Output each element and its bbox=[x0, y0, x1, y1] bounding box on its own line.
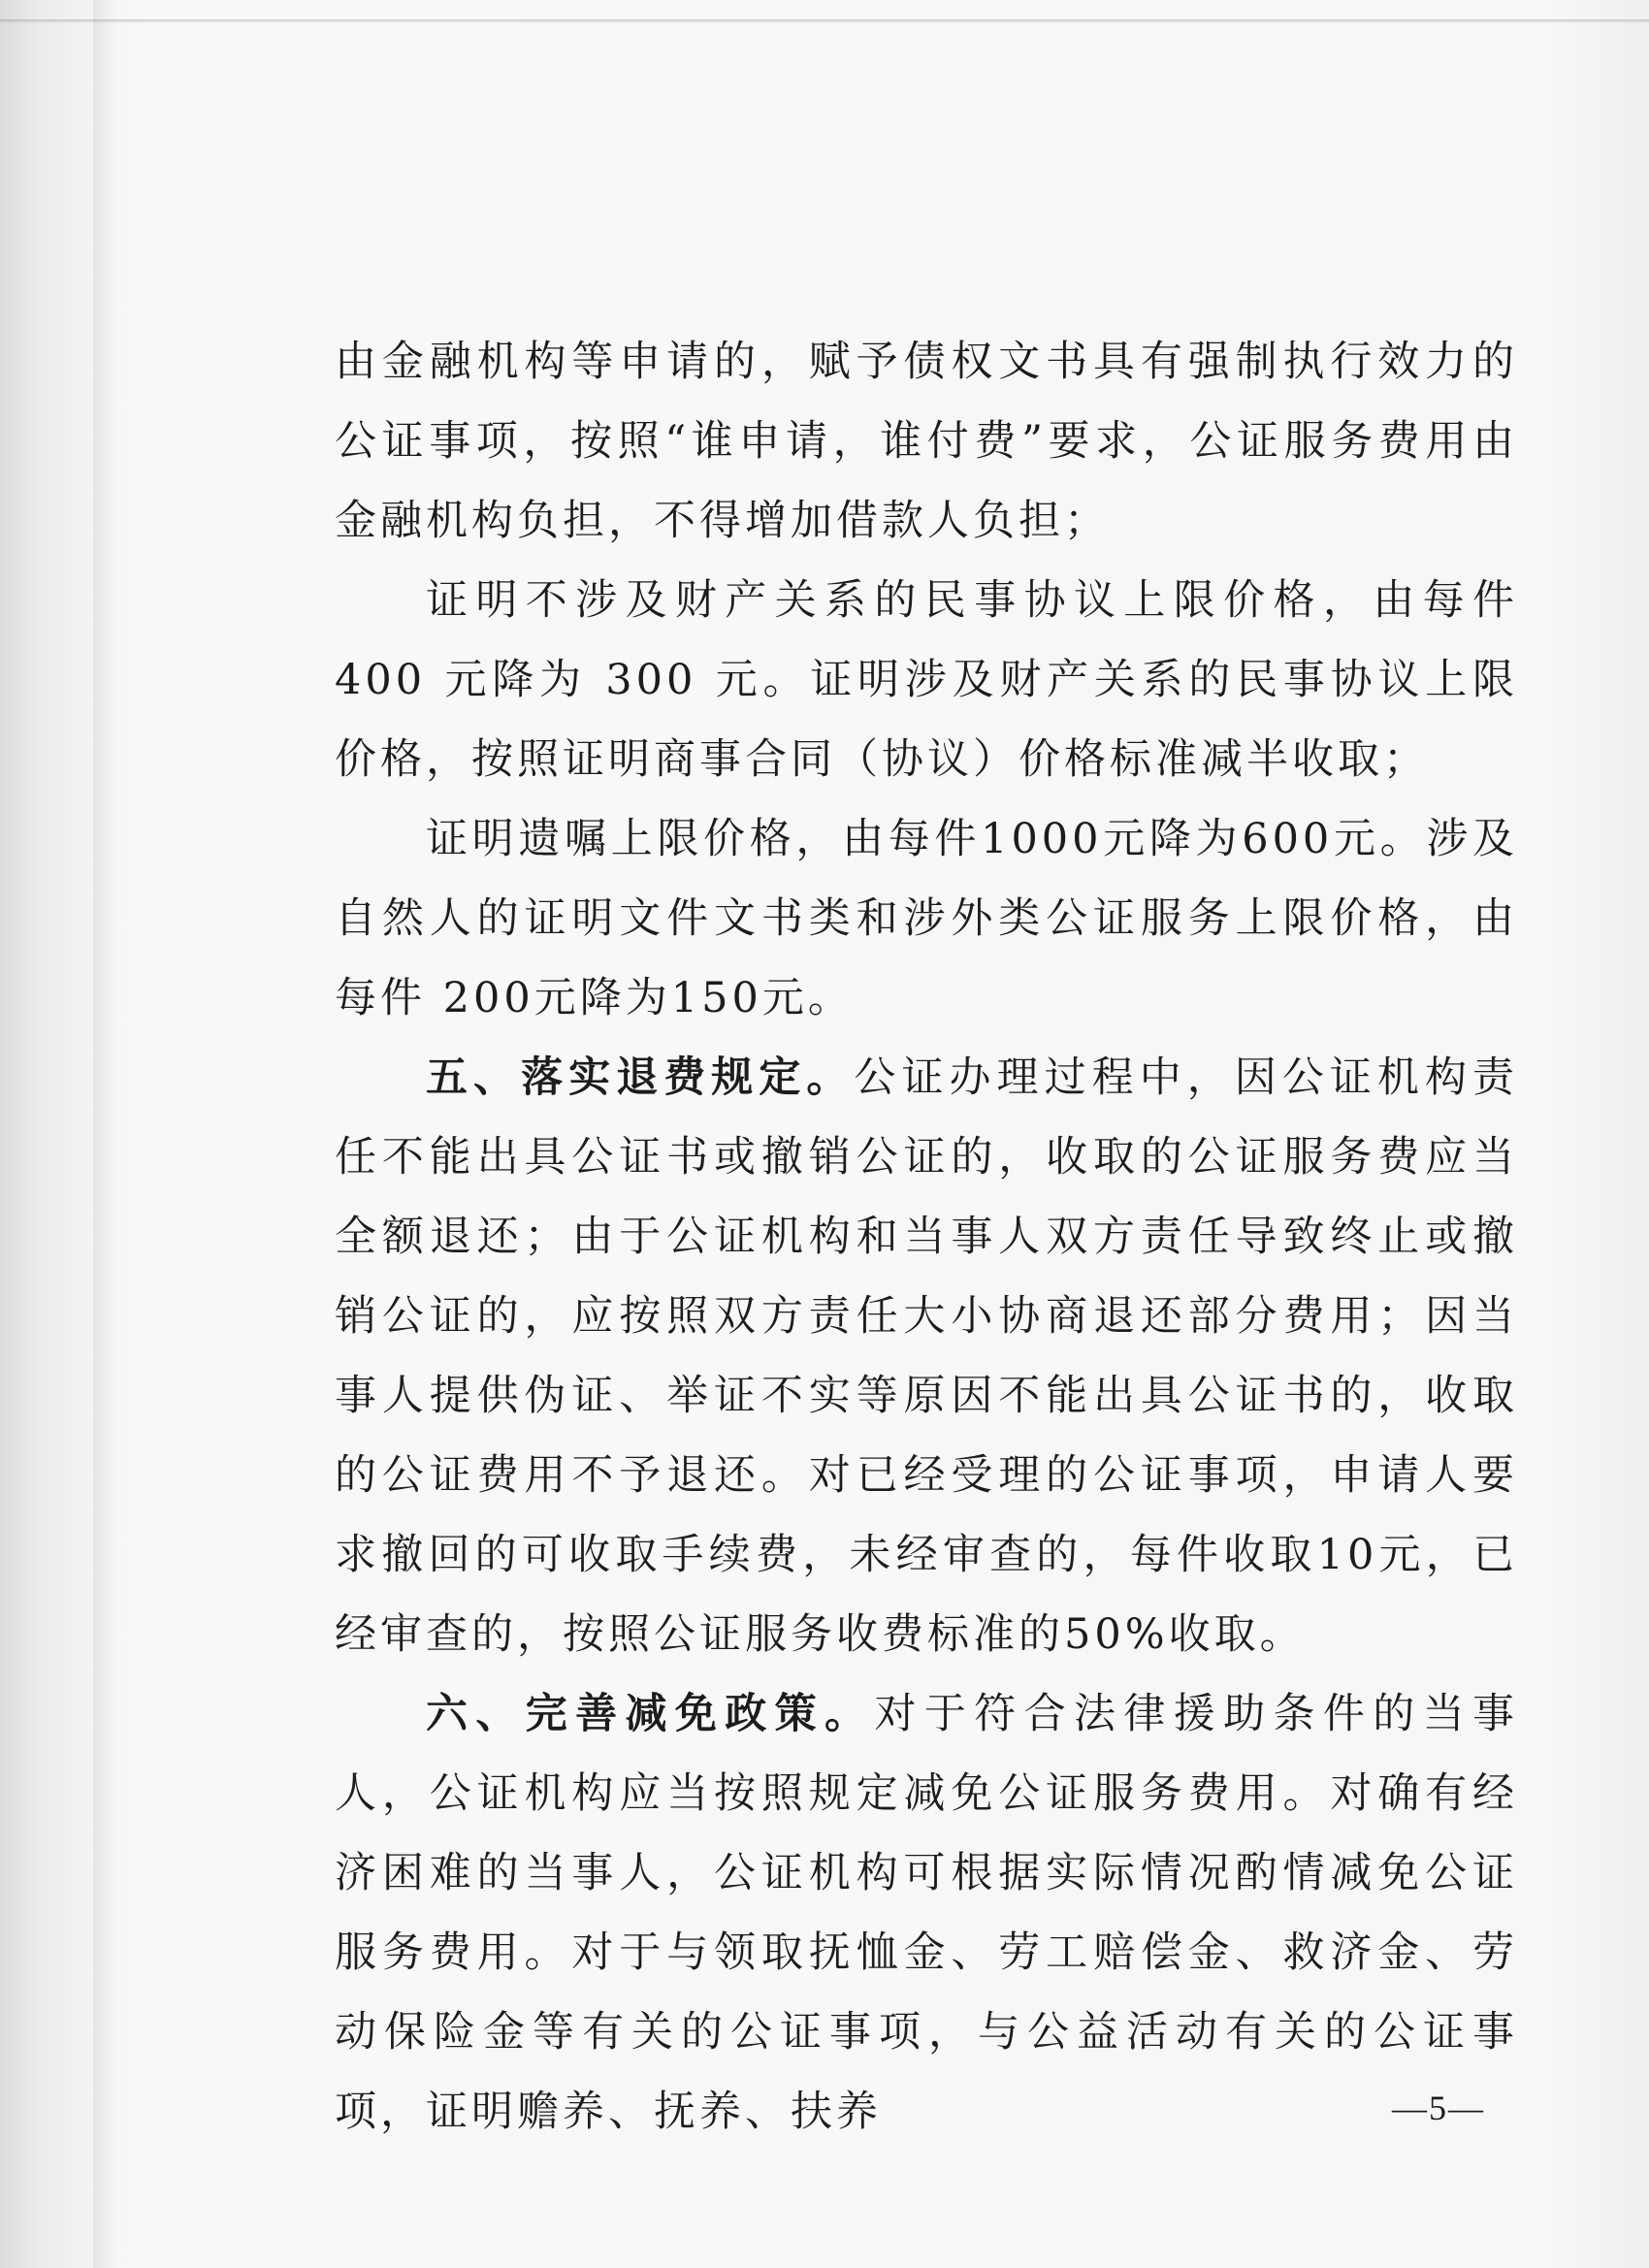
paragraph-text: 对于符合法律援助条件的当事人，公证机构应当按照规定减免公证服务费用。对确有经济困难的当事人，公证机构可根据实际情况酌情减免公证服务费用。对于与领取抚恤金、劳工赔偿金、救济金、劳动保险金等有关的公证事项，与公益活动有关的公证事项，证明赡养、抚养、扶养 bbox=[335, 1690, 1519, 2136]
section-heading: 六、完善减免政策。 bbox=[426, 1690, 875, 1738]
document-body bbox=[335, 322, 1518, 2152]
paragraph-text: 证明遗嘱上限价格，由每件1000元降为600元。涉及自然人的证明文件文书类和涉外类公证服务上限价格，由每件 200元降为150元。 bbox=[335, 815, 1518, 1022]
paragraph-text: 由金融机构等申请的，赋予债权文书具有强制执行效力的公证事项，按照“谁申请，谁付费”要求，公证服务费用由金融机构负担，不得增加借款人负担； bbox=[335, 338, 1518, 545]
binding-shadow bbox=[93, 0, 118, 2268]
page-number: —5— bbox=[1392, 2089, 1485, 2127]
section-heading: 五、落实退费规定。 bbox=[426, 1053, 855, 1102]
paragraph-4 bbox=[335, 1038, 1518, 1674]
paragraph-text: 公证办理过程中，因公证机构责任不能出具公证书或撤销公证的，收取的公证服务费应当全额退还；由于公证机构和当事人双方责任导致终止或撤销公证的，应按照双方责任大小协商退还部分费用；因当事人提供伪证、举证不实等原因不能出具公证书的，收取的公证费用不予退还。对已经受理的公证事项，申请人要求撤回的可收取手续费，未经审查的，每件收取10元，已经审查的，按照公证服务收费标准的50%收取。 bbox=[335, 1053, 1519, 1659]
paragraph-text: 证明不涉及财产关系的民事协议上限价格，由每件 400 元降为 300 元。证明涉及财产关系的民事协议上限价格，按照证明商事合同（协议）价格标准减半收取； bbox=[335, 576, 1518, 784]
paragraph-5 bbox=[335, 1674, 1518, 2152]
page-top-edge bbox=[0, 19, 1649, 23]
paragraph-2 bbox=[335, 561, 1518, 799]
paragraph-3 bbox=[335, 799, 1518, 1038]
paragraph-1 bbox=[335, 322, 1518, 561]
